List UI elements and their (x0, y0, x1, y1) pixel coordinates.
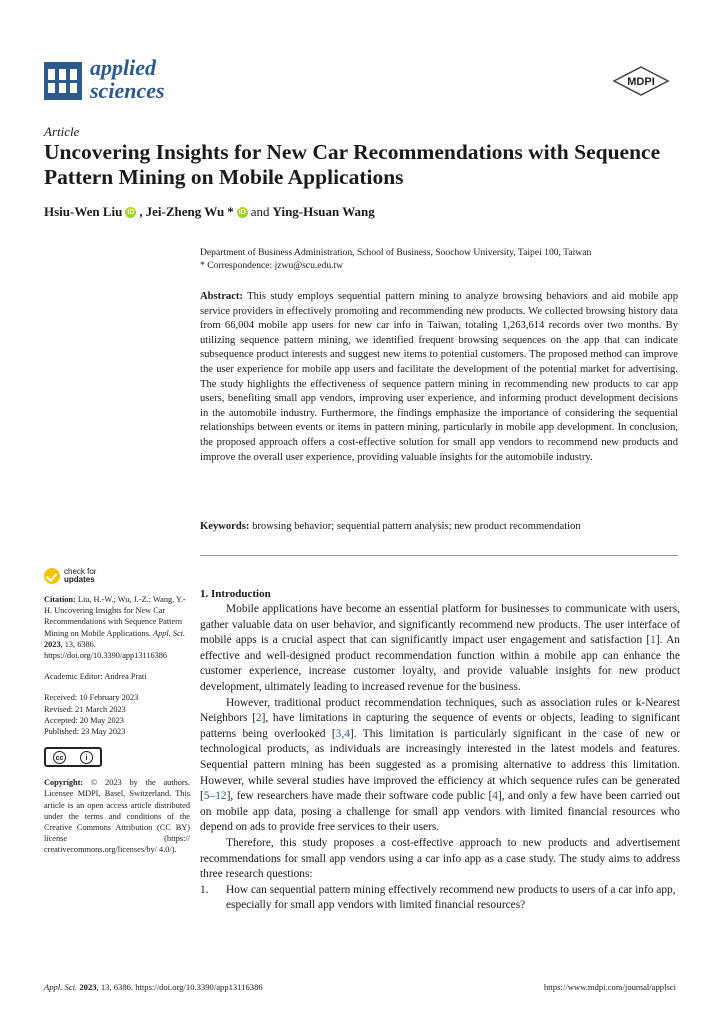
footer-journal: Appl. Sci. (44, 982, 78, 992)
sidebar (44, 568, 190, 856)
divider (200, 555, 678, 556)
journal-name-line2: sciences (90, 78, 165, 103)
abstract-text: This study employs sequential pattern mining to analyze browsing behaviors and aid mobile app service providers in effectively promoting and recommending new products. We collected browsing history data from 66,004 mobile app users for new car info in Taiwan, totaling 1,263,614 records over two months. By utilizing sequence pattern mining, we identified frequent browsing sequences on the app that can indicate subsequence product interests and suggest new items to potential customers. The proposed method can improve the user experience for mobile app users and facilitate the development of the potential market for advertising. The study highlights the effectiveness of sequence pattern mining in recommending new products to car app users, benefiting small app vendors, improving user experience, and informing product development decisions in the automobile industry. Furthermore, the findings emphasize the importance of considering the sequential relationships between events or items in pattern mining, particularly in mobile app development. In conclusion, the proposed approach offers a cost-effective solution for small app vendors to recommend new products and improve the overall user experience, providing valuable insights for the automobile industry. (200, 291, 678, 463)
author-name: Hsiu-Wen Liu (44, 204, 123, 219)
journal-name-line1: applied (90, 55, 156, 80)
keywords (200, 520, 678, 534)
updates-line1: check for (64, 567, 97, 576)
copyright-label: Copyright: (44, 778, 84, 788)
paragraph: Therefore, this study proposes a cost-effective approach to new products and advertisement recommendations for small app vendors using a car info app as a case study. The study aims to address three research questions: (200, 836, 680, 881)
cc-by-icon: i (80, 751, 93, 764)
affiliations (200, 246, 690, 272)
publisher-name: MDPI (627, 76, 655, 88)
mdpi-logo-icon (612, 66, 670, 96)
author-name: Jei-Zheng Wu (145, 204, 225, 219)
citation-year: 2023 (44, 639, 61, 649)
citation (44, 594, 190, 661)
abstract-label: Abstract: (200, 291, 243, 302)
keywords-label: Keywords: (200, 521, 250, 532)
cc-license-icon[interactable] (44, 747, 102, 767)
updates-line2: updates (64, 575, 95, 584)
article-title: Uncovering Insights for New Car Recommendations with Sequence Pattern Mining on Mobile Applications (44, 140, 661, 189)
paragraph: Mobile applications have become an essential platform for businesses to communicate with users, gather valuable data on user behavior, and significantly recommend new products. The user interface of mobile apps is a crucial aspect that can significantly impact user engagement and satisfaction [1]. An effective and well-designed product recommendation function within a mobile app can enhance the customer experience, increase customer loyalty, and provide valuable insights for new product development, ultimately leading to increased revenue for the business. (200, 603, 680, 693)
citation-doi[interactable]: , 13, 6386. https://doi.org/10.3390/app13116386 (44, 639, 168, 661)
footer-citation (44, 982, 263, 992)
section-heading: 1. Introduction (200, 588, 271, 600)
footer-year: 2023 (79, 982, 97, 992)
academic-editor: Academic Editor: Andrea Prati (44, 672, 147, 682)
author-list: Hsiu-Wen Liu iD , Jei-Zheng Wu * iD and Ying-Hsuan Wang (44, 204, 375, 219)
orcid-icon[interactable]: iD (127, 208, 135, 216)
footer-url[interactable]: https://www.mdpi.com/journal/applsci (543, 982, 676, 992)
check-for-updates-button[interactable] (44, 568, 190, 584)
author-name: Ying-Hsuan Wang (272, 204, 375, 219)
date-received: Received: 10 February 2023 (44, 693, 139, 703)
list-item: How can sequential pattern mining effectively recommend new products to users of a car info app, especially for small app vendors with limited financial resources? (226, 883, 676, 912)
keywords-text: browsing behavior; sequential pattern analysis; new product recommendation (252, 521, 581, 532)
date-accepted: Accepted: 20 May 2023 (44, 715, 124, 725)
research-question (200, 883, 680, 914)
citation-link[interactable]: 3,4 (335, 727, 350, 740)
intro-body (200, 602, 680, 914)
article-type: Article (44, 124, 80, 139)
list-number: 1. (200, 883, 209, 896)
journal-logo-icon (44, 62, 82, 100)
paragraph: However, traditional product recommendation techniques, such as association rules or k-Nearest Neighbors [2], have limitations in capturing the sequence of events or objects, leading to significant patterns being overlooked [3,4]. This limitation is particularly significant in the case of new or technological products, as individuals are increasingly interested in the latest models and features. Sequential pattern mining has been suggested as a promising alternative to address this limitation. However, while several studies have improved the efficiency at which sequence rules can be generated [5–12], few researchers have made their software code public [4], and only a few have been carried out on mobile app data, posing a challenge for small app vendors with limited financial resources who depend on ads to provide free services to their users. (200, 696, 680, 834)
citation-link[interactable]: 2 (255, 712, 262, 725)
copyright (44, 777, 190, 855)
date-revised: Revised: 21 March 2023 (44, 704, 126, 714)
cc-icon: cc (53, 751, 66, 764)
citation-link[interactable]: 4 (492, 790, 498, 803)
corresponding-mark: * (227, 204, 234, 219)
date-published: Published: 23 May 2023 (44, 727, 126, 737)
correspondence: * Correspondence: jzwu@scu.edu.tw (200, 260, 344, 271)
citation-link[interactable]: 5–12 (203, 790, 227, 803)
author-conjunction: and (250, 204, 270, 219)
citation-text: Liu, H.-W.; Wu, J.-Z.; Wang, Y.-H. Uncovering Insights for New Car Recommendations with Sequence Pattern Mining on Mobile Applications. (44, 595, 186, 638)
citation-label: Citation: (44, 595, 76, 604)
dates (44, 692, 190, 737)
orcid-icon[interactable]: iD (238, 208, 246, 216)
abstract (200, 290, 678, 465)
citation-journal: Appl. Sci. (153, 628, 186, 638)
footer-doi[interactable]: , 13, 6386. https://doi.org/10.3390/app13116386 (96, 982, 263, 992)
citation-link[interactable]: 1 (650, 634, 656, 647)
copyright-text: © 2023 by the authors. Licensee MDPI, Basel, Switzerland. This article is an open access article distributed under the terms and conditions of the Creative Commons Attribution (CC BY) license (https:// creativecommons.org/licenses/by/ 4.0/). (44, 778, 190, 855)
affiliation: Department of Business Administration, School of Business, Soochow University, Taipei 100, Taiwan (200, 247, 592, 258)
journal-name (90, 56, 165, 102)
check-updates-icon (44, 568, 60, 584)
